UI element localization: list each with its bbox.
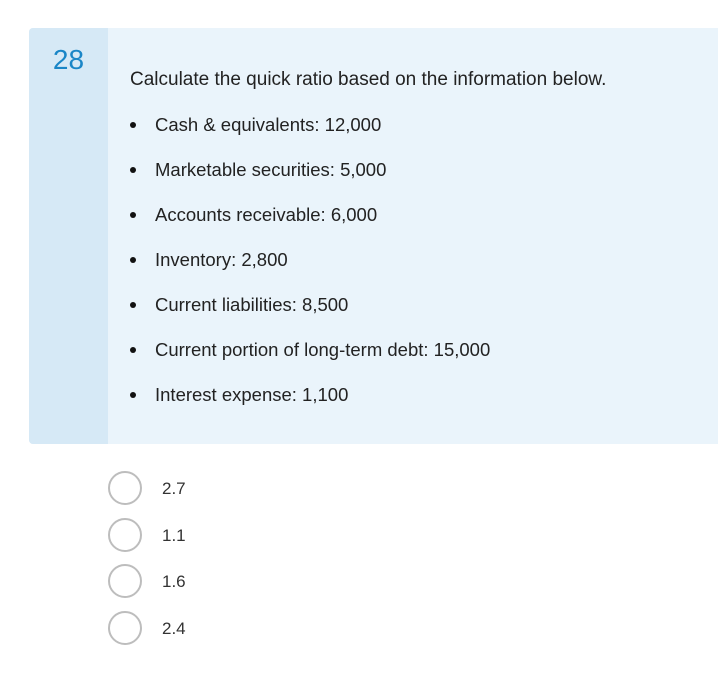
bullet-icon [130,302,136,308]
question-card [29,28,718,444]
radio-button[interactable] [108,611,142,645]
fact-text: Inventory: 2,800 [155,249,288,270]
radio-button[interactable] [108,471,142,505]
question-body [130,68,708,405]
fact-item [130,248,490,293]
radio-button[interactable] [108,518,142,552]
fact-text: Interest expense: 1,100 [155,384,349,405]
fact-item [130,158,490,203]
radio-button[interactable] [108,564,142,598]
question-prompt: Calculate the quick ratio based on the information below. [130,69,607,90]
question-number: 28 [52,44,85,75]
fact-text: Current portion of long-term debt: 15,000 [155,339,491,360]
bullet-icon [130,122,136,128]
fact-text: Current liabilities: 8,500 [155,294,349,315]
fact-item [130,383,490,428]
bullet-icon [130,167,136,173]
answer-label[interactable]: 1.1 [162,525,186,545]
question-number-column [29,28,108,444]
bullet-icon [130,392,136,398]
answer-label[interactable]: 2.7 [162,479,186,498]
fact-text: Accounts receivable: 6,000 [155,204,378,225]
fact-text: Marketable securities: 5,000 [155,159,387,180]
answer-label[interactable]: 1.6 [162,572,186,591]
fact-item [130,293,490,338]
facts-list [130,113,490,428]
fact-item [130,113,490,158]
fact-item [130,338,490,383]
bullet-icon [130,347,136,353]
fact-text: Cash & equivalents: 12,000 [155,114,382,135]
fact-item [130,203,490,248]
answer-label[interactable]: 2.4 [162,618,186,638]
bullet-icon [130,257,136,263]
bullet-icon [130,212,136,218]
